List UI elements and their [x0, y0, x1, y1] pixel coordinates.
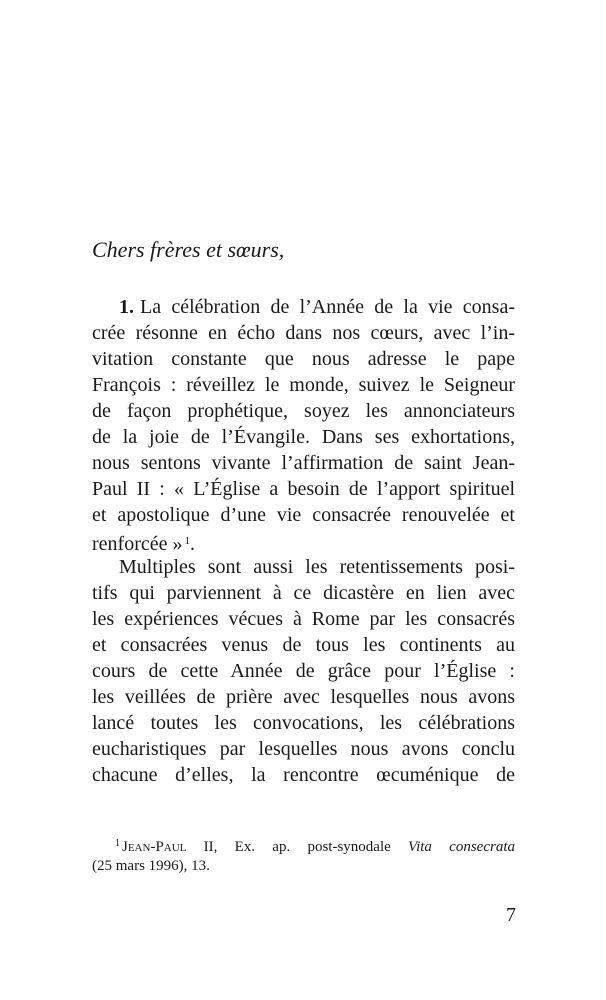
paragraph-1-line: [92, 294, 515, 320]
footnote-author: Jean-Paul II: [122, 839, 214, 855]
paragraph-number: 1.: [119, 296, 134, 318]
paragraph-1-line: Paul II : « L’Église a besoin de l’apport spirituel: [92, 478, 515, 500]
salutation: Chers frères et sœurs,: [92, 237, 285, 262]
paragraph-2-line: tifs qui parviennent à ce dicastère en lien avec: [92, 582, 515, 604]
paragraph-1-line: François : réveillez le monde, suivez le Seigneur: [92, 374, 515, 396]
paragraph-2-line: les expériences vécues à Rome par les consacrés: [92, 608, 515, 630]
footnote-line: (25 mars 1996), 13.: [92, 858, 210, 874]
footnotes: [92, 833, 515, 877]
footnote-line: [92, 833, 515, 855]
footnote-text: , Ex. ap. post-synodale: [213, 839, 409, 855]
paragraph-1-line: et apostolique d’une vie consacrée renouvelée et: [92, 504, 515, 526]
footnote-title: Vita consecrata: [408, 839, 515, 855]
paragraph-2-line: et consacrées venus de tous les continents au: [92, 634, 515, 656]
page-number: 7: [506, 904, 516, 926]
paragraph-2-line: eucharistiques par lesquelles nous avons conclu: [92, 738, 515, 760]
period: .: [190, 533, 195, 554]
body-text: [92, 294, 515, 788]
paragraph-1-line: [92, 528, 515, 554]
paragraph-2-line: Multiples sont aussi les retentissements posi-: [119, 556, 515, 578]
paragraph-1-line: vitation constante que nous adresse le pape: [92, 348, 515, 370]
paragraph-1-line: de façon prophétique, soyez les annonciateurs: [92, 400, 515, 422]
paragraph-text: La célébration de l’Année de la vie consa-: [140, 296, 515, 318]
footnote-mark: 1: [115, 838, 120, 849]
paragraph-2-line: lancé toutes les convocations, les célébrations: [92, 712, 515, 734]
paragraph-1-line: nous sentons vivante l’affirmation de saint Jean-: [92, 452, 515, 474]
paragraph-2-line: les veillées de prière avec lesquelles nous avons: [92, 686, 515, 708]
paragraph-2-line: cours de cette Année de grâce pour l’Église :: [92, 660, 515, 682]
paragraph-2-line: chacune d’elles, la rencontre œcuménique de: [92, 764, 515, 786]
footnote-reference[interactable]: 1: [184, 535, 190, 547]
paragraph-1-line: crée résonne en écho dans nos cœurs, avec l’in-: [92, 322, 515, 344]
paragraph-text: renforcée »: [92, 533, 183, 554]
paragraph-1-line: de la joie de l’Évangile. Dans ses exhortations,: [92, 426, 515, 448]
